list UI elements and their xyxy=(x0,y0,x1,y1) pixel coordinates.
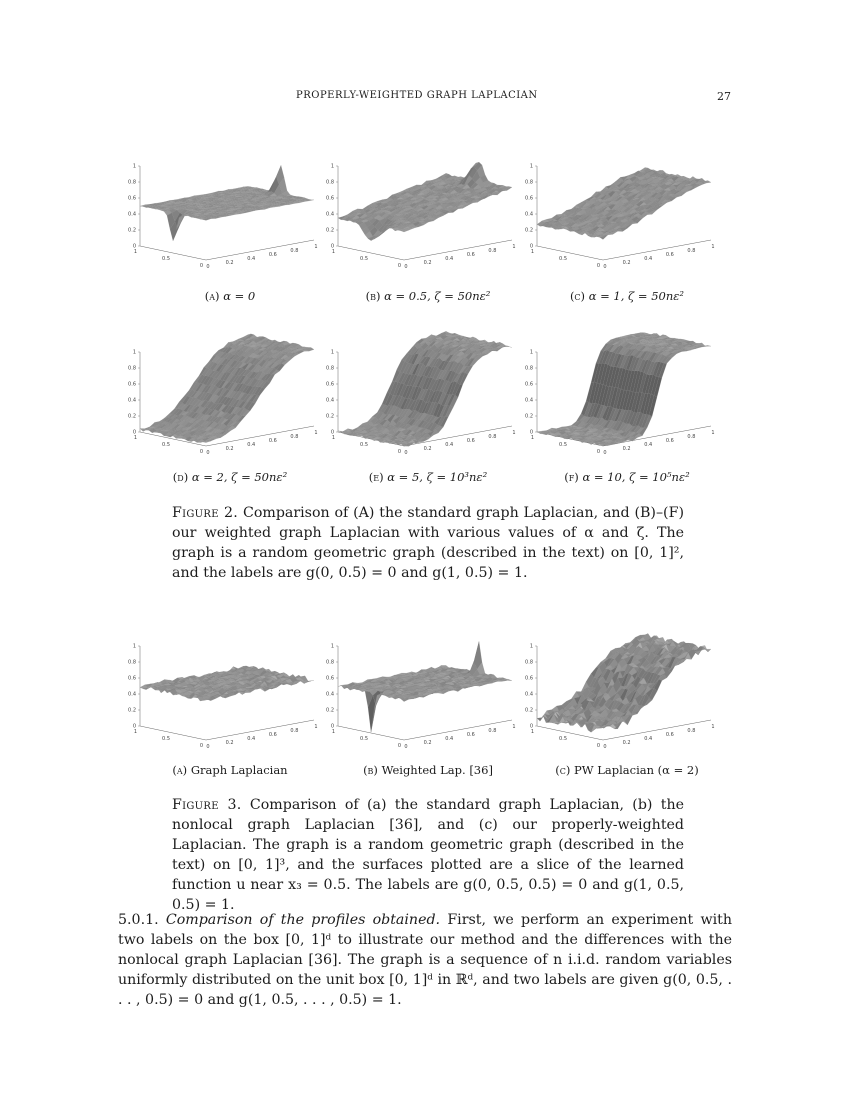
y-tick-label: 1 xyxy=(331,249,335,255)
y-tick-label: 1 xyxy=(530,435,534,441)
y-tick-label: 0.5 xyxy=(360,256,368,262)
x-tick-label: 0.8 xyxy=(687,248,696,254)
x-tick-label: 0.4 xyxy=(445,736,454,742)
y-tick-label: 0 xyxy=(397,743,401,749)
x-tick-label: 0.8 xyxy=(290,248,299,254)
z-tick-label: 0 xyxy=(132,429,136,436)
y-tick-label: 1 xyxy=(331,729,335,735)
surface-mesh xyxy=(140,165,314,240)
surface-plot xyxy=(130,338,330,466)
z-tick-label: 0.8 xyxy=(128,365,136,372)
z-tick-label: 0.4 xyxy=(128,397,136,404)
figure2-panel-a xyxy=(130,152,330,280)
z-tick-label: 0.4 xyxy=(326,691,334,698)
z-tick-label: 0 xyxy=(529,429,533,436)
y-tick-label: 0.5 xyxy=(162,442,170,448)
z-tick-label: 0.2 xyxy=(525,227,533,234)
x-tick-label: 0.6 xyxy=(466,732,475,738)
y-tick-label: 0.5 xyxy=(559,442,567,448)
x-tick-label: 0 xyxy=(206,744,210,750)
z-tick-label: 1 xyxy=(529,163,533,170)
figure3-caption-c: (c) PW Laplacian (α = 2) xyxy=(555,763,699,777)
x-tick-label: 1 xyxy=(711,244,715,250)
x-tick-label: 0.2 xyxy=(225,740,234,746)
x-tick-label: 0.2 xyxy=(225,260,234,266)
y-tick-label: 0 xyxy=(397,263,401,269)
surface-plot xyxy=(527,338,727,466)
y-tick-label: 0.5 xyxy=(162,256,170,262)
z-tick-label: 1 xyxy=(330,643,334,650)
y-tick-label: 0 xyxy=(596,743,600,749)
x-tick-label: 0.6 xyxy=(466,438,475,444)
x-tick-label: 0.6 xyxy=(268,732,277,738)
y-tick-label: 0 xyxy=(199,449,203,455)
x-tick-label: 0.8 xyxy=(488,248,497,254)
z-tick-label: 1 xyxy=(132,349,136,356)
z-tick-label: 0.6 xyxy=(525,675,533,682)
z-tick-label: 0.8 xyxy=(128,659,136,666)
z-tick-label: 0.4 xyxy=(525,691,533,698)
figure2-panel-e xyxy=(328,338,528,466)
figure2-caption-text: Comparison of (A) the standard graph Laplacian, and (B)–(F) our weighted graph Laplacian with various values of α and ζ. The graph is a random geometric graph (described in the text) on [0, 1]², and the labels are g(0, 0.5) = 0 and g(1, 0.5) = 1. xyxy=(172,505,684,581)
x-tick-label: 0 xyxy=(404,450,408,456)
figure3-caption-text: Comparison of (a) the standard graph Laplacian, (b) the nonlocal graph Laplacian [36], and (c) our properly-weighted Laplacian. The graph is a random geometric graph (described in the text) on [0, 1]³, and the surfaces plotted are a slice of the learned function u near x₃ = 0.5. The labels are g(0, 0.5, 0.5) = 0 and g(1, 0.5, 0.5) = 1. xyxy=(172,797,684,913)
x-tick-label: 0 xyxy=(603,450,607,456)
x-tick-label: 0.8 xyxy=(290,434,299,440)
x-tick-label: 0.2 xyxy=(423,740,432,746)
y-tick-label: 1 xyxy=(331,435,335,441)
y-tick-label: 0.5 xyxy=(162,736,170,742)
x-tick-label: 0.6 xyxy=(665,438,674,444)
section-number: 5.0.1. xyxy=(118,912,159,928)
surface-mesh xyxy=(338,331,512,446)
x-tick-label: 1 xyxy=(711,430,715,436)
z-tick-label: 0.6 xyxy=(525,195,533,202)
x-tick-label: 0.6 xyxy=(466,252,475,258)
x-tick-label: 0.4 xyxy=(247,442,256,448)
section-text: First, we perform an experiment with two labels on the box [0, 1]ᵈ to illustrate our method and the differences with the nonlocal graph Laplacian [36]. The graph is a sequence of n i.i.d. random variables uniformly distributed on the unit box [0, 1]ᵈ in ℝᵈ, and two labels are given g(0, 0.5, . . . , 0.5) = 0 and g(1, 0.5, . . . , 0.5) = 1. xyxy=(118,912,733,1008)
z-tick-label: 0.2 xyxy=(128,707,136,714)
z-tick-label: 0.8 xyxy=(525,179,533,186)
z-tick-label: 0.4 xyxy=(525,211,533,218)
x-tick-label: 0.4 xyxy=(445,442,454,448)
section-title: Comparison of the profiles obtained. xyxy=(165,912,441,928)
z-tick-label: 0.6 xyxy=(128,195,136,202)
x-tick-label: 0.2 xyxy=(622,446,631,452)
x-tick-label: 0.4 xyxy=(644,736,653,742)
x-tick-label: 0 xyxy=(404,264,408,270)
z-tick-label: 0 xyxy=(132,723,136,730)
figure3-panel-b xyxy=(328,632,528,760)
z-tick-label: 0.8 xyxy=(326,659,334,666)
x-tick-label: 1 xyxy=(314,244,318,250)
figure2-caption-c: (c) α = 1, ζ = 50nε² xyxy=(569,289,685,303)
z-tick-label: 0.8 xyxy=(326,179,334,186)
z-tick-label: 1 xyxy=(529,349,533,356)
z-tick-label: 0 xyxy=(529,243,533,250)
page-number: 27 xyxy=(717,90,731,103)
y-tick-label: 1 xyxy=(530,249,534,255)
surface-plot xyxy=(527,152,727,280)
x-tick-label: 0.8 xyxy=(488,434,497,440)
z-tick-label: 0.8 xyxy=(525,659,533,666)
surface-plot xyxy=(527,632,727,760)
figure2-caption-e: (e) α = 5, ζ = 10³nε² xyxy=(368,470,488,484)
surface-plot xyxy=(130,632,330,760)
y-tick-label: 0 xyxy=(596,263,600,269)
section-paragraph xyxy=(118,910,732,1010)
figure2-label: Figure 2. xyxy=(172,505,239,521)
x-tick-label: 0 xyxy=(206,264,210,270)
surface-plot xyxy=(328,632,528,760)
x-tick-label: 0.6 xyxy=(268,252,277,258)
z-tick-label: 1 xyxy=(132,643,136,650)
figure2-panel-b xyxy=(328,152,528,280)
y-tick-label: 1 xyxy=(133,435,137,441)
x-tick-label: 0.4 xyxy=(445,256,454,262)
z-tick-label: 1 xyxy=(330,349,334,356)
figure3-panel-c xyxy=(527,632,727,760)
surface-mesh xyxy=(537,333,711,446)
surface-mesh xyxy=(338,162,512,240)
z-tick-label: 0.2 xyxy=(326,707,334,714)
surface-plot xyxy=(130,152,330,280)
x-tick-label: 0.2 xyxy=(622,260,631,266)
surface-mesh xyxy=(338,642,512,733)
z-tick-label: 0.8 xyxy=(525,365,533,372)
x-tick-label: 0.6 xyxy=(268,438,277,444)
x-tick-label: 0 xyxy=(603,744,607,750)
figure2-caption-d: (d) α = 2, ζ = 50nε² xyxy=(172,470,288,484)
z-tick-label: 0.4 xyxy=(326,211,334,218)
figure3-caption xyxy=(172,795,684,915)
x-tick-label: 0.8 xyxy=(687,728,696,734)
figure3-caption-b: (b) Weighted Lap. [36] xyxy=(363,763,493,777)
figure3-label: Figure 3. xyxy=(172,797,242,813)
x-tick-label: 1 xyxy=(512,724,516,730)
x-tick-label: 0.6 xyxy=(665,732,674,738)
figure2-caption-b: (b) α = 0.5, ζ = 50nε² xyxy=(365,289,491,303)
x-tick-label: 0.2 xyxy=(423,260,432,266)
z-tick-label: 0 xyxy=(330,429,334,436)
surface-mesh xyxy=(140,334,314,443)
y-tick-label: 0 xyxy=(199,743,203,749)
y-tick-label: 0.5 xyxy=(559,736,567,742)
y-tick-label: 0 xyxy=(397,449,401,455)
z-tick-label: 0 xyxy=(330,723,334,730)
x-tick-label: 0.4 xyxy=(247,736,256,742)
x-tick-label: 0.2 xyxy=(423,446,432,452)
figure3-panel-a xyxy=(130,632,330,760)
figure2-panel-f xyxy=(527,338,727,466)
z-tick-label: 0.2 xyxy=(326,227,334,234)
surface-mesh xyxy=(537,634,711,733)
x-tick-label: 1 xyxy=(512,430,516,436)
z-tick-label: 0 xyxy=(529,723,533,730)
y-tick-label: 1 xyxy=(133,249,137,255)
surface-mesh xyxy=(537,167,711,239)
x-tick-label: 0.4 xyxy=(247,256,256,262)
x-tick-label: 0 xyxy=(603,264,607,270)
x-tick-label: 0.2 xyxy=(622,740,631,746)
z-tick-label: 1 xyxy=(330,163,334,170)
y-tick-label: 0 xyxy=(596,449,600,455)
x-tick-label: 1 xyxy=(512,244,516,250)
z-tick-label: 0.2 xyxy=(128,227,136,234)
z-tick-label: 0.2 xyxy=(128,413,136,420)
x-tick-label: 0.4 xyxy=(644,256,653,262)
x-tick-label: 0 xyxy=(206,450,210,456)
z-tick-label: 0.2 xyxy=(525,707,533,714)
z-tick-label: 0.2 xyxy=(326,413,334,420)
z-tick-label: 0.6 xyxy=(525,381,533,388)
y-tick-label: 0 xyxy=(199,263,203,269)
z-tick-label: 0.6 xyxy=(326,381,334,388)
x-tick-label: 1 xyxy=(314,430,318,436)
y-tick-label: 0.5 xyxy=(360,736,368,742)
z-tick-label: 0.4 xyxy=(525,397,533,404)
surface-mesh xyxy=(140,666,314,701)
y-tick-label: 0.5 xyxy=(559,256,567,262)
x-tick-label: 0.6 xyxy=(665,252,674,258)
surface-plot xyxy=(328,152,528,280)
z-tick-label: 0.2 xyxy=(525,413,533,420)
z-tick-label: 1 xyxy=(529,643,533,650)
figure2-caption-f: (f) α = 10, ζ = 10⁵nε² xyxy=(564,470,690,484)
z-tick-label: 0.4 xyxy=(128,691,136,698)
z-tick-label: 1 xyxy=(132,163,136,170)
z-tick-label: 0 xyxy=(330,243,334,250)
x-tick-label: 0 xyxy=(404,744,408,750)
x-tick-label: 1 xyxy=(314,724,318,730)
figure3-caption-a: (a) Graph Laplacian xyxy=(172,763,288,777)
z-tick-label: 0.8 xyxy=(128,179,136,186)
figure2-caption-a: (a) α = 0 xyxy=(204,289,256,303)
figure2-panel-d xyxy=(130,338,330,466)
x-tick-label: 1 xyxy=(711,724,715,730)
figure2-caption xyxy=(172,503,684,583)
y-tick-label: 0.5 xyxy=(360,442,368,448)
x-tick-label: 0.8 xyxy=(687,434,696,440)
z-tick-label: 0.6 xyxy=(326,675,334,682)
z-tick-label: 0.6 xyxy=(128,675,136,682)
x-tick-label: 0.8 xyxy=(488,728,497,734)
z-tick-label: 0.8 xyxy=(326,365,334,372)
running-title: PROPERLY-WEIGHTED GRAPH LAPLACIAN xyxy=(296,90,538,101)
y-tick-label: 1 xyxy=(530,729,534,735)
z-tick-label: 0 xyxy=(132,243,136,250)
running-header xyxy=(0,90,850,104)
x-tick-label: 0.2 xyxy=(225,446,234,452)
z-tick-label: 0.4 xyxy=(128,211,136,218)
y-tick-label: 1 xyxy=(133,729,137,735)
figure2-panel-c xyxy=(527,152,727,280)
x-tick-label: 0.4 xyxy=(644,442,653,448)
z-tick-label: 0.6 xyxy=(326,195,334,202)
x-tick-label: 0.8 xyxy=(290,728,299,734)
z-tick-label: 0.4 xyxy=(326,397,334,404)
surface-plot xyxy=(328,338,528,466)
z-tick-label: 0.6 xyxy=(128,381,136,388)
